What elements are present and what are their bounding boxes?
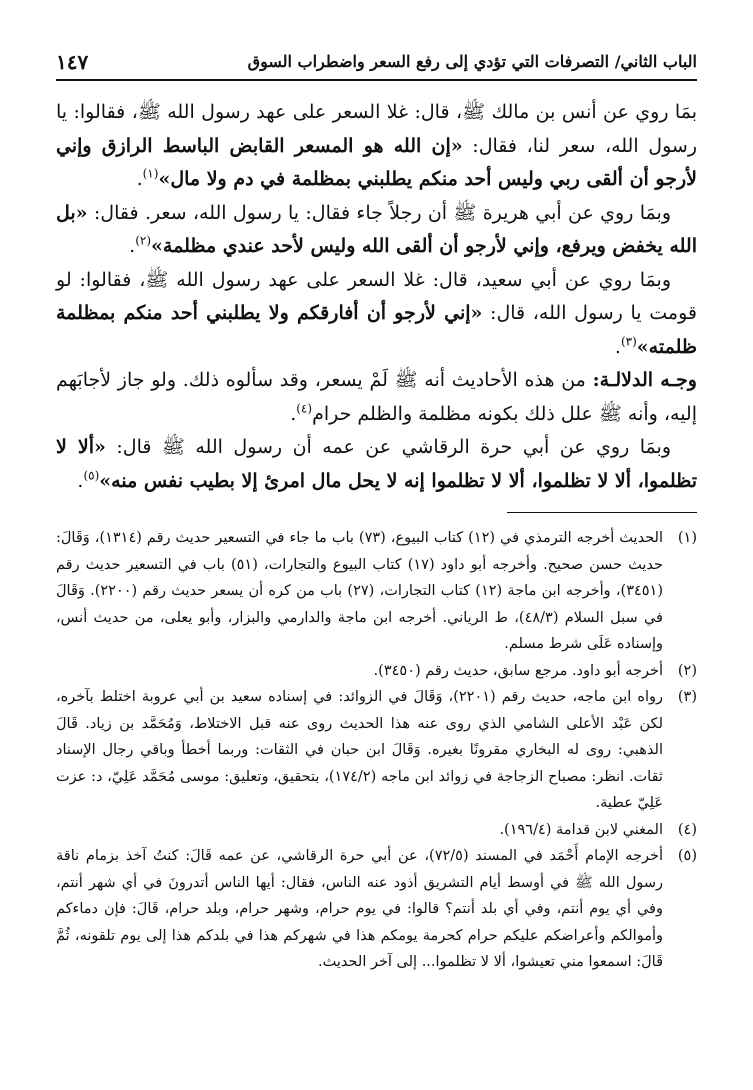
paragraph-4 [56, 364, 697, 431]
header-rule [56, 79, 697, 81]
page-number: ١٤٧ [56, 50, 89, 74]
footnote-separator [507, 512, 697, 513]
hadith-quote-2: «بل الله يخفض ويرفع، وإني لأرجو أن ألقى الله وليس لأحد عندي مظلمة» [56, 201, 697, 257]
paragraph-2 [56, 197, 697, 264]
footnote-1 [56, 525, 697, 658]
footnote-number: (٤) [677, 821, 697, 838]
main-text [56, 96, 697, 498]
footnote-ref-1[interactable]: (١) [142, 166, 159, 181]
footnote-ref-4[interactable]: (٤) [296, 401, 313, 416]
footnote-text: أخرجه أبو داود. مرجع سابق، حديث رقم (٣٤٥٠). [373, 662, 663, 679]
footnote-4 [56, 817, 697, 844]
paragraph-5-end: . [77, 469, 84, 492]
paragraph-4-text: من هذه الأحاديث أنه ﷺ لَمْ يسعر، وقد سألوه ذلك. ولو جاز لأجابَهم إليه، وأنه ﷺ علل ذلك بكونه مظلمة والظلم حرام [56, 369, 697, 425]
paragraph-2-end: . [129, 235, 136, 257]
footnote-2 [56, 658, 697, 685]
paragraph-5 [56, 431, 697, 498]
footnote-ref-2[interactable]: (٢) [135, 233, 152, 248]
paragraph-3-text: وبمَا روي عن أبي سعيد، قال: غلا السعر على عهد رسول الله ﷺ، فقالوا: لو قومت يا رسول الله، قال: [56, 268, 697, 324]
running-header [56, 50, 697, 80]
hadith-quote-5: «ألا لا تظلموا، ألا لا تظلموا، ألا لا تظلموا إنه لا يحل مال امرئ إلا بطيب نفس منه» [56, 436, 697, 492]
hadith-quote-1: «إن الله هو المسعر القابض الباسط الرازق وإني لأرجو أن ألقى ربي وليس أحد منكم يطلبني بمظلمة في دم ولا مال» [56, 134, 697, 190]
footnote-ref-5[interactable]: (٥) [83, 468, 100, 483]
footnote-text: الحديث أخرجه الترمذي في (١٢) كتاب البيوع، (٧٣) باب ما جاء في التسعير حديث رقم (١٣١٤)، وَقَالَ: حديث حسن صحيح. وأخرجه أبو داود (١٧) كتاب البيوع والتجارات، (٥١) باب في التسعير حديث رقم (٣٤٥١)، وأخرجه ابن ماجة (١٢) كتاب التجارات، (٢٧) باب من كره أن يسعر حديث رقم (٢٢٠٠). وَقَالَ في سبل السلام (٤٨/٣)، ط الرياني. أخرجه ابن ماجة والدارمي والبزار، وأبو يعلى، من حديث أنس، وإسناده عَلَى شرط مسلم. [56, 530, 664, 652]
footnote-text: أخرجه الإمام أَحْمَد في المسند (٧٢/٥)، عن أبي حرة الرقاشي، عن عمه قَالَ: كنتُ آخذ بزمام ناقة رسول الله ﷺ في أوسط أيام التشريق أذود عنه الناس، فقال: أيها الناس أتدرونَ في أي شهر أنتم، وفي أي يوم أنتم، وفي أي بلد أنتم؟ قالوا: في يوم حرام، وشهر حرام، وبلد حرام، قَالَ: فإن دماءكم وأموالكم وأعراضكم عليكم حرام كحرمة يومكم هذا في شهركم هذا في بلدكم هذا إلى يوم تلقونه، ثُمَّ قَالَ: اسمعوا مني تعيشوا، ألا لا تظلموا... إلى آخر الحديث. [56, 848, 663, 970]
paragraph-1-end: . [136, 168, 143, 190]
footnote-3 [56, 684, 697, 817]
evidence-label: وجـه الدلالـة: [592, 369, 697, 391]
paragraph-1-text: بمَا روي عن أنس بن مالك ﷺ، قال: غلا السعر على عهد رسول الله ﷺ، فقالوا: يا رسول الله، سعر لنا، فقال: [56, 101, 697, 157]
footnote-5 [56, 843, 697, 976]
footnote-ref-3[interactable]: (٣) [620, 334, 637, 349]
footnote-text: رواه ابن ماجه، حديث رقم (٢٢٠١)، وَقَالَ في الزوائد: في إسناده سعيد بن أبي عروبة اختلط بآخره، لكن عَبْد الأعلى الشامي الذي روى عنه هذا الحديث روى عنه قبل الاختلاط، وَمُحَمَّد بن زياد. قَالَ الذهبي: روى له البخاري مقرونًا بغيره. وَقَالَ ابن حبان في الثقات: وربما أخطأ وباقي رجال الإسناد ثقات. انظر: مصباح الزجاجة في زوائد ابن ماجه (١٧٤/٢)، بتحقيق، وتعليق: موسى مُحَمَّد عَلِيّ، د: عزت عَلِيّ عطية. [56, 689, 663, 811]
paragraph-5-text: وبمَا روي عن أبي حرة الرقاشي عن عمه أن رسول الله ﷺ قال: [105, 436, 671, 458]
paragraph-1 [56, 96, 697, 197]
footnote-number: (١) [677, 530, 697, 546]
footnote-number: (٣) [677, 689, 697, 705]
footnote-number: (٢) [677, 662, 697, 679]
hadith-quote-3: «إني لأرجو أن أفارقكم ولا يطلبني أحد منكم بمظلمة ظلمته» [56, 302, 697, 358]
footnote-number: (٥) [677, 848, 697, 864]
chapter-title: الباب الثاني/ التصرفات التي تؤدي إلى رفع السعر واضطراب السوق [247, 52, 697, 71]
footnotes [56, 525, 697, 976]
paragraph-3 [56, 264, 697, 365]
footnote-text: المغني لابن قدامة (١٩٦/٤). [499, 821, 663, 838]
paragraph-3-end: . [614, 335, 621, 358]
paragraph-4-end: . [290, 402, 297, 425]
paragraph-2-text: وبمَا روي عن أبي هريرة ﷺ أن رجلاً جاء فقال: يا رسول الله، سعر. فقال: [87, 201, 671, 224]
